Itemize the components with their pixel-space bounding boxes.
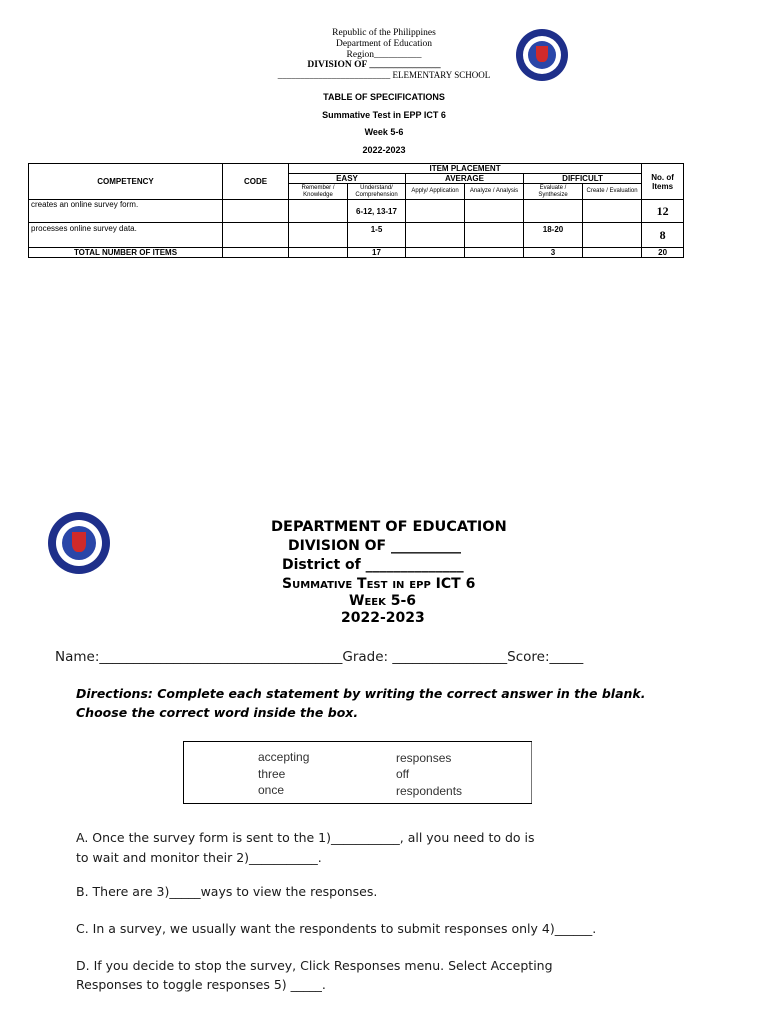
group-average: AVERAGE [406, 174, 524, 184]
grade-label: Grade: _________________ [342, 649, 508, 665]
choice-three: three [258, 767, 286, 781]
name-label: Name:____________________________________ [55, 649, 343, 665]
test-title: Summative Test in epp ICT 6 [282, 576, 476, 592]
question-b: B. There are 3)_____ways to view the responses. [76, 884, 378, 899]
test-district: District of ______________ [282, 557, 464, 573]
sub-evaluate: Evaluate / Synthesize [524, 184, 583, 200]
question-a-line2: to wait and monitor their 2)___________. [76, 850, 322, 865]
test-week: Week 5-6 [349, 593, 417, 609]
evaluate-cell [524, 200, 583, 223]
analyze-cell [465, 200, 524, 223]
create-cell [583, 200, 642, 223]
tos-title: TABLE OF SPECIFICATIONS [323, 92, 445, 102]
tos-table [28, 163, 684, 258]
apply-cell [406, 223, 465, 248]
evaluate-cell: 18-20 [524, 223, 583, 248]
total-label: TOTAL NUMBER OF ITEMS [29, 248, 223, 258]
analyze-cell [465, 223, 524, 248]
items-cell: 8 [642, 223, 684, 248]
question-a-line1: A. Once the survey form is sent to the 1)___________, all you need to do is [76, 830, 535, 845]
understand-cell: 1-5 [348, 223, 406, 248]
sub-remember: Remember / Knowledge [289, 184, 348, 200]
header-deped: Department of Education [335, 39, 433, 49]
table-row [29, 223, 684, 248]
directions: Directions: Complete each statement by writing the correct answer in the blank. Choose the correct word inside the box. [76, 686, 646, 720]
choice-responses: responses [396, 751, 452, 765]
deped-seal-icon [516, 29, 568, 81]
remember-cell [289, 200, 348, 223]
remember-cell [289, 223, 348, 248]
score-label: Score:_____ [507, 649, 584, 665]
understand-cell: 6-12, 13-17 [348, 200, 406, 223]
col-code: CODE [223, 164, 289, 200]
competency-cell: processes online survey data. [29, 223, 223, 248]
choice-once: once [258, 783, 285, 797]
table-row [29, 200, 684, 223]
question-c: C. In a survey, we usually want the respondents to submit responses only 4)______. [76, 921, 597, 936]
header-republic: Republic of the Philippines [332, 28, 436, 38]
sub-apply: Apply/ Application [406, 184, 465, 200]
tos-year: 2022-2023 [362, 145, 406, 155]
question-d-line2: Responses to toggle responses 5) _____. [76, 977, 326, 992]
total-items: 20 [642, 248, 684, 258]
name-field [55, 649, 583, 665]
header-region: Region__________ [346, 50, 422, 60]
total-row [29, 248, 684, 258]
code-cell [223, 223, 289, 248]
choice-accepting: accepting [258, 750, 310, 764]
test-year: 2022-2023 [341, 610, 425, 626]
choice-respondents: respondents [396, 784, 463, 798]
total-understand: 17 [348, 248, 406, 258]
total-evaluate: 3 [524, 248, 583, 258]
group-easy: EASY [289, 174, 406, 184]
question-d-line1: D. If you decide to stop the survey, Click Responses menu. Select Accepting [76, 958, 553, 973]
header-school: _________________________ ELEMENTARY SCHOOL [277, 70, 491, 80]
word-choice-box [183, 741, 532, 804]
col-competency: COMPETENCY [29, 164, 223, 200]
group-difficult: DIFFICULT [524, 174, 642, 184]
items-cell: 12 [642, 200, 684, 223]
header-division: DIVISION OF _______________ [307, 60, 441, 70]
apply-cell [406, 200, 465, 223]
deped-seal-icon [48, 512, 110, 574]
test-division: DIVISION OF __________ [288, 538, 461, 554]
sub-create: Create / Evaluation [583, 184, 642, 200]
test-dept: DEPARTMENT OF EDUCATION [271, 519, 507, 535]
tos-week: Week 5-6 [364, 127, 404, 137]
col-no-items: No. of Items [642, 164, 684, 200]
tos-subtitle: Summative Test in EPP ICT 6 [322, 110, 446, 120]
create-cell [583, 223, 642, 248]
competency-cell: creates an online survey form. [29, 200, 223, 223]
col-item-placement: ITEM PLACEMENT [289, 164, 642, 174]
sub-analyze: Analyze / Analysis [465, 184, 524, 200]
choice-off: off [396, 767, 410, 781]
code-cell [223, 200, 289, 223]
sub-understand: Understand/ Comprehension [348, 184, 406, 200]
